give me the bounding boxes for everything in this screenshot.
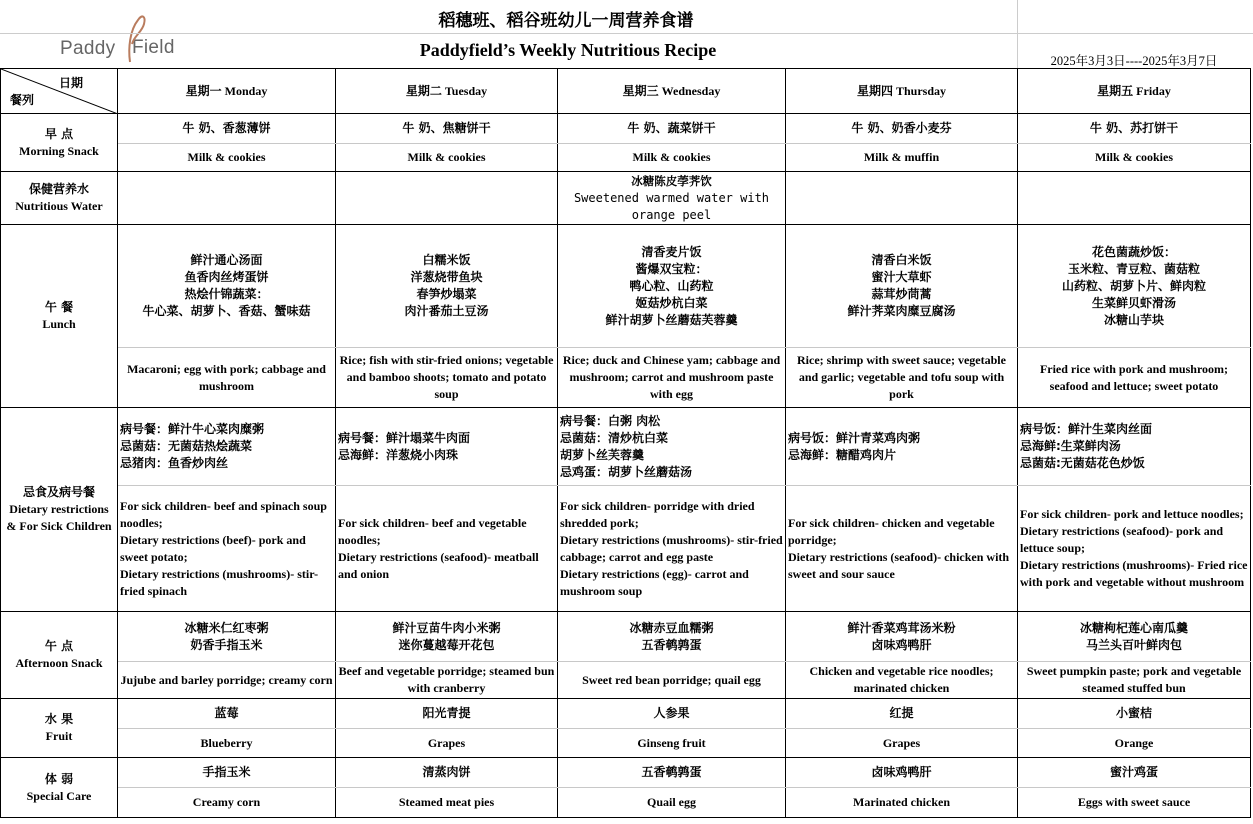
dietary-cn-wednesday: 病号餐：白粥 肉松 忌菌菇：清炒杭白菜 胡萝卜丝芙蓉羹 忌鸡蛋：胡萝卜丝蘑菇汤 bbox=[558, 408, 786, 486]
row-label-nutritious-water: 保健营养水 Nutritious Water bbox=[1, 172, 118, 225]
fruit-en-monday: Blueberry bbox=[118, 729, 336, 758]
morning-snack-en-monday: Milk & cookies bbox=[118, 144, 336, 172]
paddyfield-logo bbox=[46, 8, 186, 64]
nutritious-water-cn: 冰糖陈皮荸荠饮 bbox=[631, 173, 712, 188]
afternoon-snack-cn-thursday: 鲜汁香菜鸡茸汤米粉 卤味鸡鸭肝 bbox=[786, 612, 1018, 662]
day-header-thursday: 星期四 Thursday bbox=[786, 69, 1018, 114]
special-care-row bbox=[1, 758, 1251, 788]
nutritious-water-row bbox=[1, 172, 1251, 225]
fruit-cn-thursday: 红提 bbox=[786, 699, 1018, 729]
lunch-cn-tuesday: 白糯米饭 洋葱烧带鱼块 春笋炒塌菜 肉汁番茄土豆汤 bbox=[336, 225, 558, 348]
day-header-row bbox=[1, 69, 1251, 114]
dietary-en-tuesday: For sick children- beef and vegetable noodles; Dietary restrictions (seafood)- meatball and onion bbox=[336, 486, 558, 612]
fruit-en-friday: Orange bbox=[1018, 729, 1251, 758]
lunch-cn-friday: 花色菌蔬炒饭： 玉米粒、青豆粒、菌菇粒 山药粒、胡萝卜片、鲜肉粒 生菜鲜贝虾滑汤 冰糖山芋块 bbox=[1018, 225, 1251, 348]
row-label-dietary: 忌食及病号餐 Dietary restrictions & For Sick Children bbox=[1, 408, 118, 612]
morning-snack-cn-monday: 牛 奶、香葱薄饼 bbox=[118, 114, 336, 144]
corner-date-label: 日期 bbox=[58, 76, 83, 90]
dietary-row bbox=[1, 408, 1251, 486]
row-label-afternoon-snack: 午 点 Afternoon Snack bbox=[1, 612, 118, 699]
dietary-cn-monday: 病号餐：鲜汁牛心菜肉糜粥 忌菌菇：无菌菇热烩蔬菜 忌猪肉：鱼香炒肉丝 bbox=[118, 408, 336, 486]
afternoon-snack-en-thursday: Chicken and vegetable rice noodles; marinated chicken bbox=[786, 662, 1018, 699]
nutritious-water-thursday bbox=[786, 172, 1018, 225]
logo-word-field: Field bbox=[132, 37, 175, 58]
special-care-en-row bbox=[1, 788, 1251, 818]
fruit-cn-tuesday: 阳光青提 bbox=[336, 699, 558, 729]
corner-meal-label: 餐列 bbox=[10, 93, 35, 107]
special-care-en-wednesday: Quail egg bbox=[558, 788, 786, 818]
nutritious-water-wednesday bbox=[558, 172, 786, 225]
day-header-monday: 星期一 Monday bbox=[118, 69, 336, 114]
nutritious-water-monday bbox=[118, 172, 336, 225]
special-care-cn-thursday: 卤味鸡鸭肝 bbox=[786, 758, 1018, 788]
special-care-cn-wednesday: 五香鹌鹑蛋 bbox=[558, 758, 786, 788]
special-care-en-monday: Creamy corn bbox=[118, 788, 336, 818]
fruit-row bbox=[1, 699, 1251, 729]
special-care-cn-tuesday: 清蒸肉饼 bbox=[336, 758, 558, 788]
afternoon-snack-cn-wednesday: 冰糖赤豆血糯粥 五香鹌鹑蛋 bbox=[558, 612, 786, 662]
dietary-cn-thursday: 病号饭：鲜汁青菜鸡肉粥 忌海鲜：糖醋鸡肉片 bbox=[786, 408, 1018, 486]
special-care-cn-friday: 蜜汁鸡蛋 bbox=[1018, 758, 1251, 788]
lunch-en-tuesday: Rice; fish with stir-fried onions; vegetable and bamboo shoots; tomato and potato soup bbox=[336, 348, 558, 408]
afternoon-snack-row bbox=[1, 612, 1251, 662]
special-care-en-thursday: Marinated chicken bbox=[786, 788, 1018, 818]
lunch-cn-monday: 鲜汁通心汤面 鱼香肉丝烤蛋饼 热烩什锦蔬菜： 牛心菜、胡萝卜、香菇、蟹味菇 bbox=[118, 225, 336, 348]
afternoon-snack-cn-monday: 冰糖米仁红枣粥 奶香手指玉米 bbox=[118, 612, 336, 662]
morning-snack-en-tuesday: Milk & cookies bbox=[336, 144, 558, 172]
afternoon-snack-en-friday: Sweet pumpkin paste; pork and vegetable steamed stuffed bun bbox=[1018, 662, 1251, 699]
morning-snack-en-row bbox=[1, 144, 1251, 172]
day-header-wednesday: 星期三 Wednesday bbox=[558, 69, 786, 114]
fruit-en-tuesday: Grapes bbox=[336, 729, 558, 758]
row-label-morning-snack: 早 点 Morning Snack bbox=[1, 114, 118, 172]
dietary-en-friday: For sick children- pork and lettuce noodles; Dietary restrictions (seafood)- pork and lettuce soup; Dietary restrictions (mushrooms)- Fried rice with pork and vegetable without mushroom bbox=[1018, 486, 1251, 612]
fruit-en-wednesday: Ginseng fruit bbox=[558, 729, 786, 758]
page-title-english: Paddyfield’s Weekly Nutritious Recipe bbox=[419, 40, 717, 60]
logo-word-paddy: Paddy bbox=[60, 38, 116, 59]
fruit-en-thursday: Grapes bbox=[786, 729, 1018, 758]
fruit-cn-friday: 小蜜桔 bbox=[1018, 699, 1251, 729]
row-label-lunch: 午 餐 Lunch bbox=[1, 225, 118, 408]
lunch-en-monday: Macaroni; egg with pork; cabbage and mushroom bbox=[118, 348, 336, 408]
morning-snack-cn-wednesday: 牛 奶、蔬菜饼干 bbox=[558, 114, 786, 144]
afternoon-snack-cn-tuesday: 鲜汁豆苗牛肉小米粥 迷你蔓越莓开花包 bbox=[336, 612, 558, 662]
dietary-cn-friday: 病号饭：鲜汁生菜肉丝面 忌海鲜:生菜鲜肉汤 忌菌菇:无菌菇花色炒饭 bbox=[1018, 408, 1251, 486]
special-care-cn-monday: 手指玉米 bbox=[118, 758, 336, 788]
morning-snack-en-thursday: Milk & muffin bbox=[786, 144, 1018, 172]
row-label-special-care: 体 弱 Special Care bbox=[1, 758, 118, 818]
afternoon-snack-cn-friday: 冰糖枸杞莲心南瓜羹 马兰头百叶鲜肉包 bbox=[1018, 612, 1251, 662]
header-divider bbox=[0, 33, 1253, 34]
dietary-en-row bbox=[1, 486, 1251, 612]
lunch-cn-wednesday: 清香麦片饭 酱爆双宝粒： 鸭心粒、山药粒 姬菇炒杭白菜 鲜汁胡萝卜丝蘑菇芙蓉羹 bbox=[558, 225, 786, 348]
date-range: 2025年3月3日----2025年3月7日 bbox=[1050, 54, 1218, 68]
lunch-row bbox=[1, 225, 1251, 348]
day-header-tuesday: 星期二 Tuesday bbox=[336, 69, 558, 114]
lunch-en-thursday: Rice; shrimp with sweet sauce; vegetable and garlic; vegetable and tofu soup with pork bbox=[786, 348, 1018, 408]
morning-snack-row bbox=[1, 114, 1251, 144]
dietary-en-wednesday: For sick children- porridge with dried shredded pork; Dietary restrictions (mushrooms)- stir-fried cabbage; carrot and egg paste Dietary restrictions (egg)- carrot and mushroom soup bbox=[558, 486, 786, 612]
special-care-en-tuesday: Steamed meat pies bbox=[336, 788, 558, 818]
logo-stalk-icon bbox=[116, 8, 156, 64]
fruit-en-row bbox=[1, 729, 1251, 758]
lunch-en-wednesday: Rice; duck and Chinese yam; cabbage and mushroom; carrot and mushroom paste with egg bbox=[558, 348, 786, 408]
corner-cell bbox=[1, 69, 118, 114]
dietary-en-thursday: For sick children- chicken and vegetable porridge; Dietary restrictions (seafood)- chicken with sweet and sour sauce bbox=[786, 486, 1018, 612]
page-title-chinese: 稻穗班、稻谷班幼儿一周营养食谱 bbox=[438, 11, 694, 31]
special-care-en-friday: Eggs with sweet sauce bbox=[1018, 788, 1251, 818]
lunch-en-row bbox=[1, 348, 1251, 408]
afternoon-snack-en-row bbox=[1, 662, 1251, 699]
dietary-en-monday: For sick children- beef and spinach soup noodles; Dietary restrictions (beef)- pork and sweet potato; Dietary restrictions (mushrooms)- stir-fried spinach bbox=[118, 486, 336, 612]
menu-table bbox=[0, 68, 1251, 818]
nutritious-water-friday bbox=[1018, 172, 1251, 225]
nutritious-water-tuesday bbox=[336, 172, 558, 225]
row-label-fruit: 水 果 Fruit bbox=[1, 699, 118, 758]
morning-snack-en-wednesday: Milk & cookies bbox=[558, 144, 786, 172]
day-header-friday: 星期五 Friday bbox=[1018, 69, 1251, 114]
afternoon-snack-en-wednesday: Sweet red bean porridge; quail egg bbox=[558, 662, 786, 699]
lunch-en-friday: Fried rice with pork and mushroom; seafood and lettuce; sweet potato bbox=[1018, 348, 1251, 408]
morning-snack-cn-thursday: 牛 奶、奶香小麦芬 bbox=[786, 114, 1018, 144]
afternoon-snack-en-tuesday: Beef and vegetable porridge; steamed bun with cranberry bbox=[336, 662, 558, 699]
page-header bbox=[0, 0, 1253, 68]
header-column-divider bbox=[1017, 0, 1018, 68]
fruit-cn-monday: 蓝莓 bbox=[118, 699, 336, 729]
lunch-cn-thursday: 清香白米饭 蜜汁大草虾 蒜茸炒茼蒿 鲜汁荠菜肉糜豆腐汤 bbox=[786, 225, 1018, 348]
morning-snack-cn-tuesday: 牛 奶、焦糖饼干 bbox=[336, 114, 558, 144]
dietary-cn-tuesday: 病号餐：鲜汁塌菜牛肉面 忌海鲜：洋葱烧小肉珠 bbox=[336, 408, 558, 486]
morning-snack-cn-friday: 牛 奶、苏打饼干 bbox=[1018, 114, 1251, 144]
fruit-cn-wednesday: 人参果 bbox=[558, 699, 786, 729]
nutritious-water-en: Sweetened warmed water with orange peel bbox=[573, 190, 770, 222]
morning-snack-en-friday: Milk & cookies bbox=[1018, 144, 1251, 172]
afternoon-snack-en-monday: Jujube and barley porridge; creamy corn bbox=[118, 662, 336, 699]
